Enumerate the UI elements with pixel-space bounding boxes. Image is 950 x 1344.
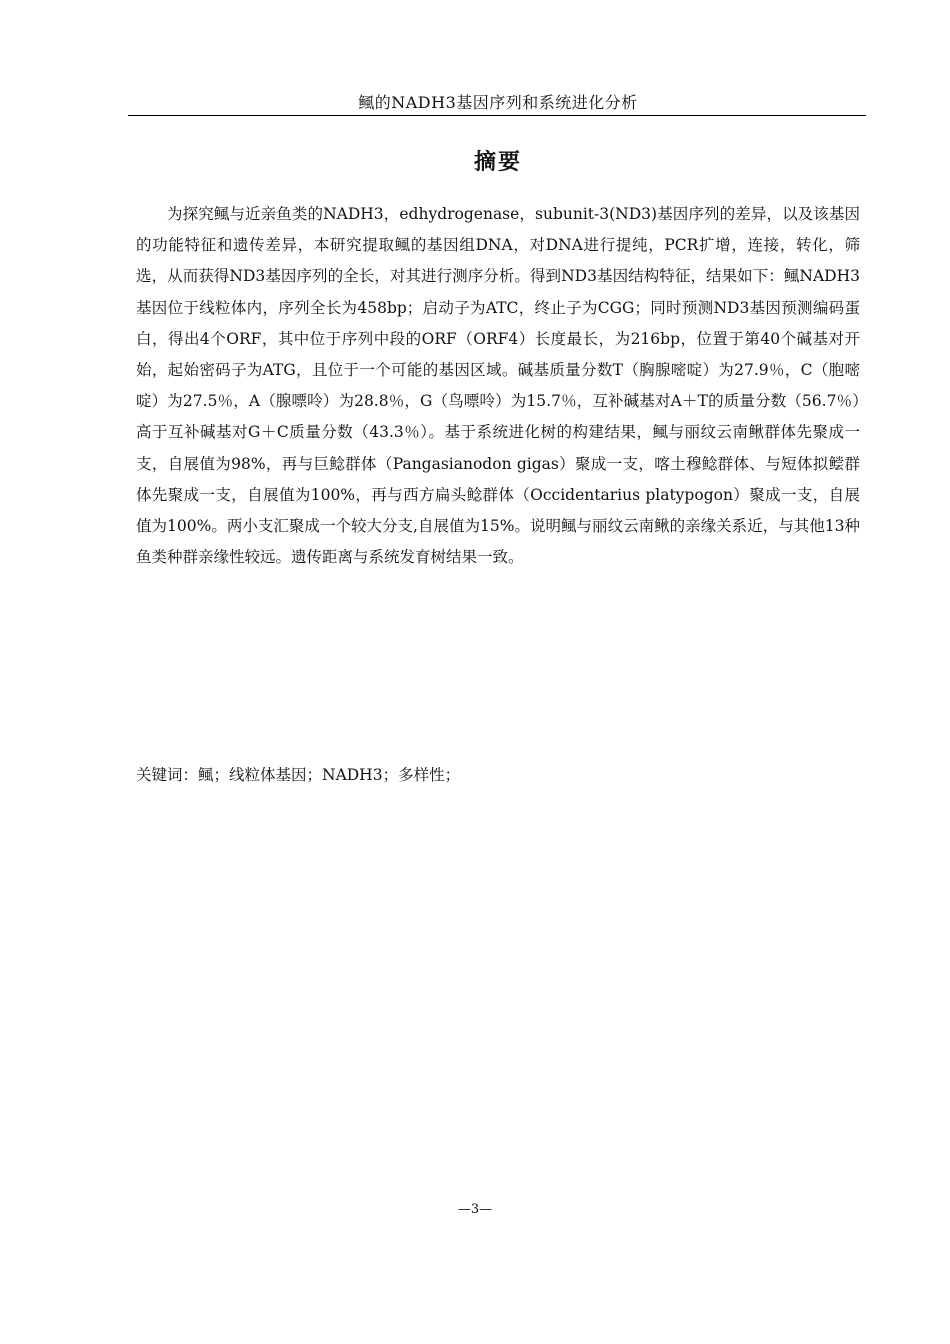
page-number: —3— (457, 1202, 493, 1217)
abstract-title: 摘要 (473, 150, 522, 175)
running-header-title: 鲺的NADH3基因序列和系统进化分析 (358, 93, 638, 112)
header-divider (128, 115, 866, 116)
abstract-body: 为探究鲺与近亲鱼类的NADH3，edhydrogenase，subunit-3(ND3)基因序列的差异，以及该基因的功能特征和遗传差异，本研究提取鲺的基因组DNA，对DNA进行提纯，PCR扩增，连接，转化，筛选，从而获得ND3基因序列的全长，对其进行测序分析。得到ND3基因结构特征，结果如下：鲺NADH3基因位于线粒体内，序列全长为458bp；启动子为ATC，终止子为CGG；同时预测ND3基因预测编码蛋白，得出4个ORF，其中位于序列中段的ORF（ORF4）长度最长，为216bp，位置于第40个碱基对开始，起始密码子为ATG，且位于一个可能的基因区域。碱基质量分数T（胸腺嘧啶）为27.9％，C（胞嘧啶）为27.5％，A（腺嘌呤）为28.8％，G（鸟嘌呤）为15.7％，互补碱基对A＋T的质量分数（56.7％）高于互补碱基对G＋C质量分数（43.3％）。基于系统进化树的构建结果，鲺与丽纹云南鳅群体先聚成一支，自展值为98%，再与巨鲶群体（Pangasianodon gigas）聚成一支，喀土穆鲶群体、与短体拟鲿群体先聚成一支，自展值为100%，再与西方扁头鲶群体（Occidentarius platypogon）聚成一支，自展值为100%。两小支汇聚成一个较大分支,自展值为15%。说明鲺与丽纹云南鳅的亲缘关系近，与其他13种鱼类种群亲缘性较远。遗传距离与系统发育树结果一致。 (136, 205, 860, 567)
keywords-line: 关键词：鲺；线粒体基因；NADH3；多样性； (136, 766, 461, 784)
